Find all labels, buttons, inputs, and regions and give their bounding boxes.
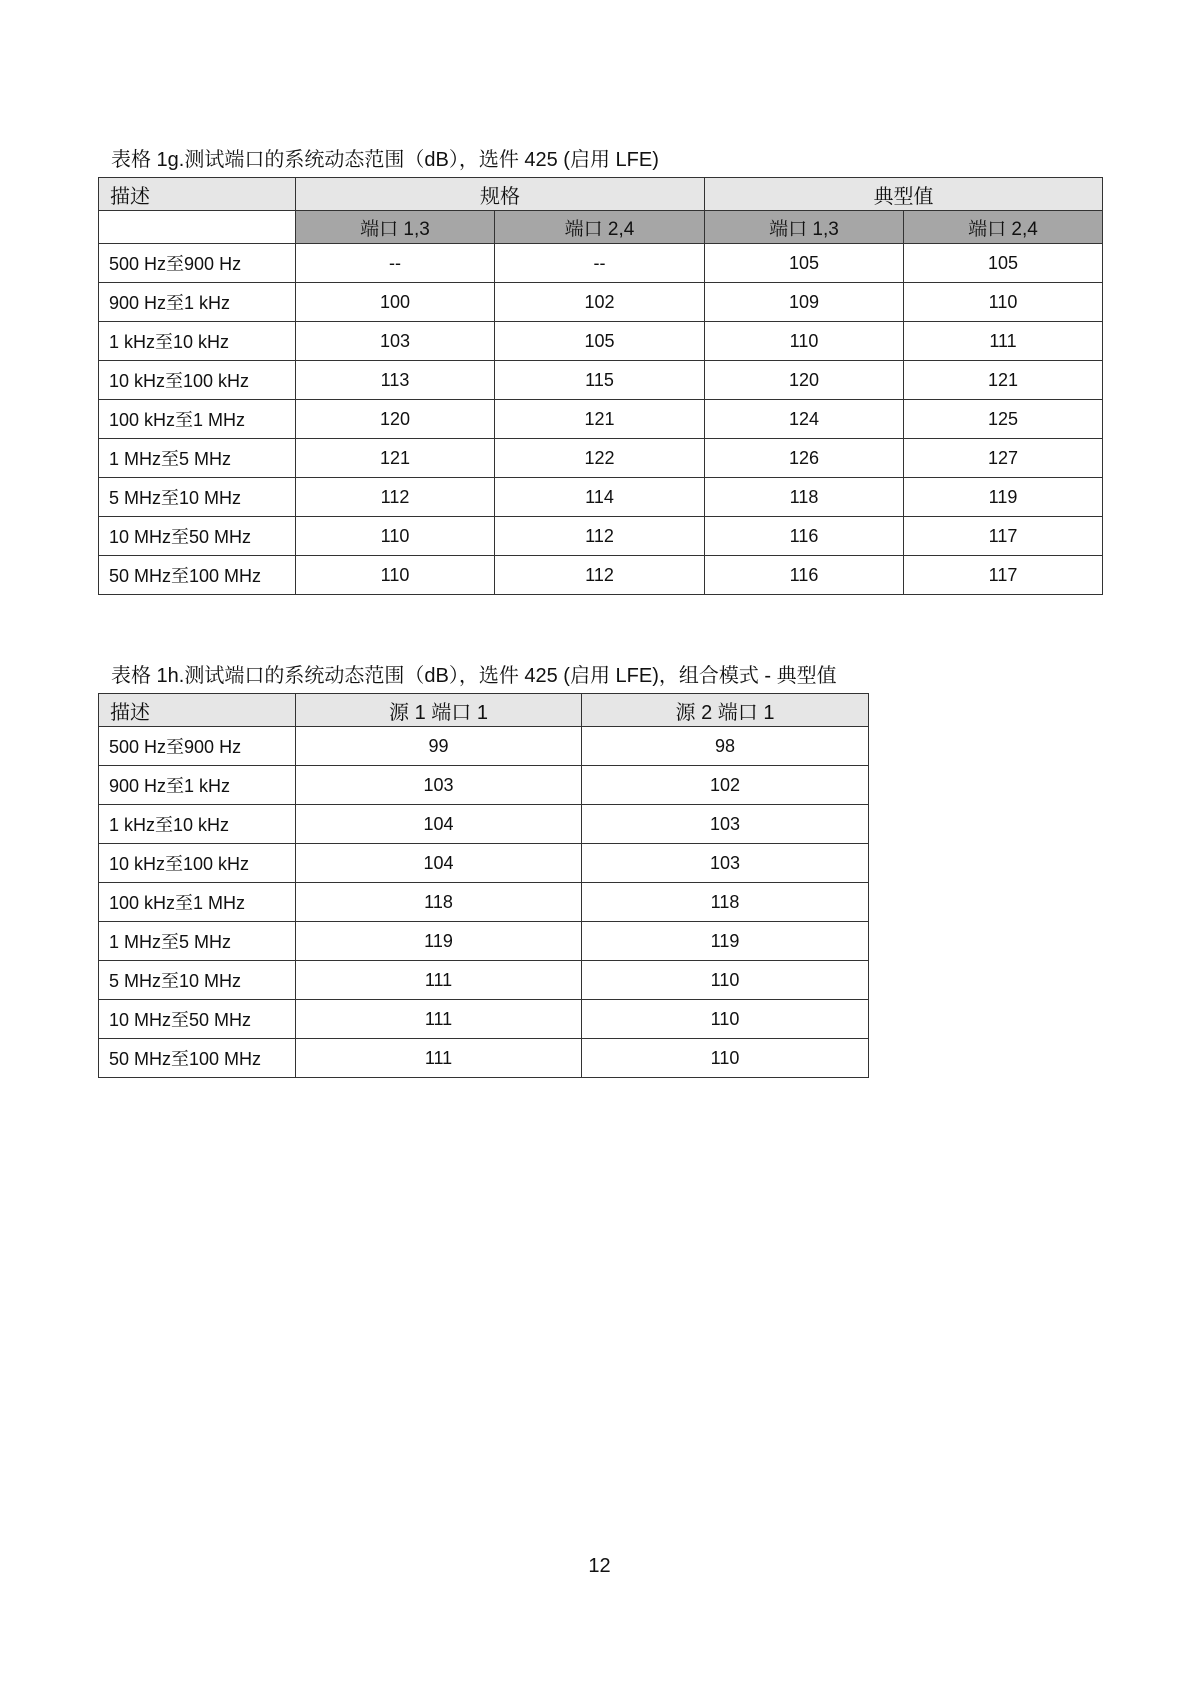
- table1-header-typical: 典型值: [705, 178, 1103, 211]
- row-desc: 500 Hz至900 Hz: [99, 727, 296, 766]
- row-value: 113: [296, 361, 495, 400]
- row-value: 110: [296, 556, 495, 595]
- row-desc: 900 Hz至1 kHz: [99, 766, 296, 805]
- row-value: 124: [705, 400, 904, 439]
- row-value: 121: [904, 361, 1103, 400]
- row-value: 121: [495, 400, 705, 439]
- row-value: 117: [904, 556, 1103, 595]
- row-value: --: [495, 244, 705, 283]
- row-value: 111: [296, 1000, 582, 1039]
- row-value: 111: [296, 1039, 582, 1078]
- row-desc: 900 Hz至1 kHz: [99, 283, 296, 322]
- row-desc: 10 kHz至100 kHz: [99, 361, 296, 400]
- table2-header-row: [99, 694, 869, 727]
- table2-header-col2: 源 2 端口 1: [582, 694, 869, 727]
- row-value: 99: [296, 727, 582, 766]
- row-value: 110: [582, 1000, 869, 1039]
- row-value: 114: [495, 478, 705, 517]
- row-desc: 10 MHz至50 MHz: [99, 517, 296, 556]
- table1-header-row: [99, 178, 1103, 211]
- row-value: 102: [582, 766, 869, 805]
- row-value: 110: [582, 961, 869, 1000]
- row-desc: 10 MHz至50 MHz: [99, 1000, 296, 1039]
- row-value: 116: [705, 517, 904, 556]
- row-value: 110: [582, 1039, 869, 1078]
- row-value: 110: [705, 322, 904, 361]
- row-value: 112: [495, 517, 705, 556]
- table1-subheader: 端口 2,4: [904, 211, 1103, 244]
- table-row: [99, 478, 1103, 517]
- table-row: [99, 1000, 869, 1039]
- row-desc: 1 MHz至5 MHz: [99, 439, 296, 478]
- table-row: [99, 922, 869, 961]
- table2-header-desc: 描述: [99, 694, 296, 727]
- table1-subheader: 端口 1,3: [705, 211, 904, 244]
- row-value: 105: [705, 244, 904, 283]
- row-value: 120: [296, 400, 495, 439]
- table-row: [99, 766, 869, 805]
- row-value: 100: [296, 283, 495, 322]
- table2: [98, 693, 869, 1078]
- table-row: [99, 961, 869, 1000]
- row-desc: 500 Hz至900 Hz: [99, 244, 296, 283]
- table-row: [99, 283, 1103, 322]
- row-value: 105: [904, 244, 1103, 283]
- row-desc: 50 MHz至100 MHz: [99, 556, 296, 595]
- row-value: 118: [296, 883, 582, 922]
- row-desc: 1 MHz至5 MHz: [99, 922, 296, 961]
- table1-header-desc: 描述: [99, 178, 296, 211]
- row-value: 125: [904, 400, 1103, 439]
- row-value: 119: [296, 922, 582, 961]
- row-value: --: [296, 244, 495, 283]
- row-value: 111: [904, 322, 1103, 361]
- row-value: 109: [705, 283, 904, 322]
- page-number: 12: [588, 1555, 611, 1577]
- table-row: [99, 1039, 869, 1078]
- row-desc: 5 MHz至10 MHz: [99, 961, 296, 1000]
- table-row: [99, 400, 1103, 439]
- row-value: 112: [296, 478, 495, 517]
- row-value: 115: [495, 361, 705, 400]
- table-row: [99, 883, 869, 922]
- row-value: 116: [705, 556, 904, 595]
- row-value: 126: [705, 439, 904, 478]
- row-desc: 100 kHz至1 MHz: [99, 400, 296, 439]
- table-row: [99, 439, 1103, 478]
- table1: [98, 177, 1103, 595]
- table1-caption: 表格 1g.测试端口的系统动态范围（dB），选件 425 (启用 LFE): [111, 149, 659, 171]
- row-value: 111: [296, 961, 582, 1000]
- row-value: 104: [296, 844, 582, 883]
- table-row: [99, 322, 1103, 361]
- table1-subheader-blank: [99, 211, 296, 244]
- row-value: 103: [296, 322, 495, 361]
- table-row: [99, 805, 869, 844]
- row-desc: 100 kHz至1 MHz: [99, 883, 296, 922]
- row-desc: 5 MHz至10 MHz: [99, 478, 296, 517]
- table1-subheader: 端口 2,4: [495, 211, 705, 244]
- row-desc: 1 kHz至10 kHz: [99, 805, 296, 844]
- row-value: 103: [582, 805, 869, 844]
- row-desc: 50 MHz至100 MHz: [99, 1039, 296, 1078]
- row-value: 103: [296, 766, 582, 805]
- row-value: 121: [296, 439, 495, 478]
- row-value: 105: [495, 322, 705, 361]
- table2-caption: 表格 1h.测试端口的系统动态范围（dB），选件 425 (启用 LFE)，组合模式 - 典型值: [111, 665, 837, 687]
- table1-header-spec: 规格: [296, 178, 705, 211]
- row-value: 110: [904, 283, 1103, 322]
- table1-subheader-row: [99, 211, 1103, 244]
- row-value: 110: [296, 517, 495, 556]
- row-value: 120: [705, 361, 904, 400]
- row-value: 102: [495, 283, 705, 322]
- row-value: 98: [582, 727, 869, 766]
- table-row: [99, 556, 1103, 595]
- table-row: [99, 517, 1103, 556]
- table1-subheader: 端口 1,3: [296, 211, 495, 244]
- row-value: 119: [582, 922, 869, 961]
- row-value: 119: [904, 478, 1103, 517]
- row-value: 118: [705, 478, 904, 517]
- table-row: [99, 244, 1103, 283]
- row-value: 112: [495, 556, 705, 595]
- row-value: 127: [904, 439, 1103, 478]
- row-value: 122: [495, 439, 705, 478]
- table-row: [99, 361, 1103, 400]
- row-desc: 1 kHz至10 kHz: [99, 322, 296, 361]
- row-desc: 10 kHz至100 kHz: [99, 844, 296, 883]
- row-value: 117: [904, 517, 1103, 556]
- table2-header-col1: 源 1 端口 1: [296, 694, 582, 727]
- table-row: [99, 844, 869, 883]
- row-value: 103: [582, 844, 869, 883]
- row-value: 104: [296, 805, 582, 844]
- row-value: 118: [582, 883, 869, 922]
- table-row: [99, 727, 869, 766]
